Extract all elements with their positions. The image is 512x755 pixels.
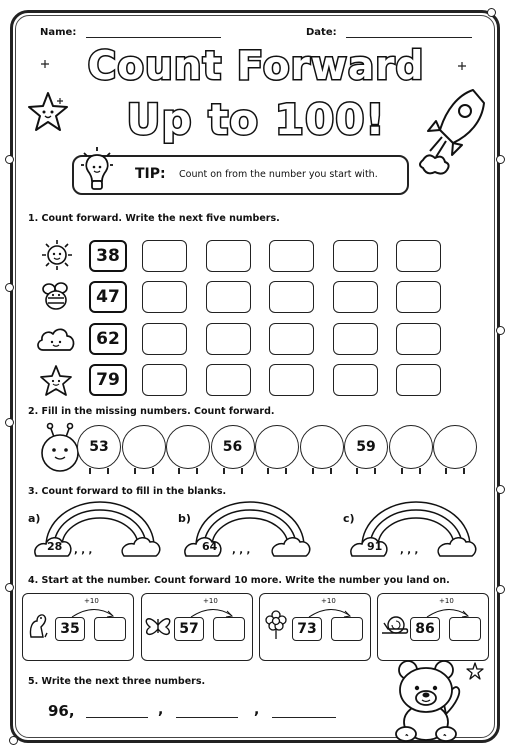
caterpillar-segment-number: 59 — [344, 425, 388, 469]
small-star-icon — [466, 662, 484, 680]
q4-instruction: 4. Start at the number. Count forward 10 more. Write the number you land on. — [28, 575, 450, 586]
snail-icon — [380, 607, 408, 641]
border-bead — [496, 585, 505, 594]
flower-icon — [262, 607, 290, 641]
border-bead — [5, 583, 14, 592]
q5-blank[interactable] — [272, 716, 336, 718]
q1-answer-box[interactable] — [269, 240, 314, 272]
q4-answer-box[interactable] — [94, 617, 126, 641]
q5-comma: , — [158, 702, 164, 718]
q1-answer-box[interactable] — [142, 281, 187, 313]
q3-instruction: 3. Count forward to fill in the blanks. — [28, 486, 227, 497]
caterpillar-leg — [107, 468, 109, 474]
q1-start-number: 47 — [89, 281, 127, 313]
q1-answer-box[interactable] — [396, 240, 441, 272]
tip-label: TIP: — [135, 166, 166, 182]
caterpillar-leg — [89, 468, 91, 474]
caterpillar-segment-blank[interactable] — [166, 425, 210, 469]
caterpillar-leg — [356, 468, 358, 474]
caterpillar-segment-blank[interactable] — [122, 425, 166, 469]
q5-blank[interactable] — [86, 716, 148, 718]
q3-blanks-c: , , , — [400, 545, 419, 556]
caterpillar-segment-number: 56 — [211, 425, 255, 469]
caterpillar-leg — [267, 468, 269, 474]
caterpillar-segment-blank[interactable] — [433, 425, 477, 469]
caterpillar-segment-blank[interactable] — [389, 425, 433, 469]
rainbow-icon — [350, 498, 480, 568]
q4-start-number: 86 — [410, 617, 440, 641]
q1-answer-box[interactable] — [396, 364, 441, 396]
q4-jump-arrow — [305, 603, 355, 619]
caterpillar-leg — [419, 468, 421, 474]
caterpillar-leg — [134, 468, 136, 474]
q1-answer-box[interactable] — [142, 240, 187, 272]
q3-blanks-a: , , , — [74, 545, 93, 556]
q1-answer-box[interactable] — [333, 240, 378, 272]
q1-answer-box[interactable] — [333, 323, 378, 355]
q1-answer-box[interactable] — [269, 323, 314, 355]
cloud-icon — [35, 324, 77, 356]
q2-instruction: 2. Fill in the missing numbers. Count forward. — [28, 406, 275, 417]
q3-start-c: 91 — [367, 540, 383, 553]
date-label: Date: — [306, 27, 337, 38]
dinosaur-icon — [25, 607, 53, 641]
caterpillar-segment-number: 53 — [77, 425, 121, 469]
q4-jump-arrow — [187, 603, 237, 619]
caterpillar-leg — [178, 468, 180, 474]
q4-step-label: +10 — [84, 597, 99, 605]
q4-answer-box[interactable] — [449, 617, 481, 641]
rainbow-icon — [34, 498, 164, 568]
caterpillar-leg — [463, 468, 465, 474]
title-line-1: Count Forward — [87, 44, 425, 89]
q4-step-label: +10 — [439, 597, 454, 605]
q1-answer-box[interactable] — [142, 323, 187, 355]
q5-comma: , — [254, 702, 260, 718]
border-bead — [5, 283, 14, 292]
star-icon — [38, 364, 74, 398]
caterpillar-leg — [401, 468, 403, 474]
smiling-star-icon — [26, 90, 70, 134]
border-bead — [5, 418, 14, 427]
q1-answer-box[interactable] — [206, 240, 251, 272]
teddy-bear-icon — [386, 658, 476, 742]
q1-answer-box[interactable] — [206, 364, 251, 396]
q4-jump-arrow — [423, 603, 473, 619]
q4-answer-box[interactable] — [331, 617, 363, 641]
q5-instruction: 5. Write the next three numbers. — [28, 676, 206, 687]
q4-start-number: 57 — [174, 617, 204, 641]
border-bead — [5, 155, 14, 164]
caterpillar-leg — [285, 468, 287, 474]
q1-start-number: 62 — [89, 323, 127, 355]
caterpillar-segment-blank[interactable] — [255, 425, 299, 469]
border-bead — [9, 736, 18, 745]
sun-icon — [40, 238, 74, 272]
q1-start-number: 79 — [89, 364, 127, 396]
q1-answer-box[interactable] — [206, 281, 251, 313]
border-bead — [496, 326, 505, 335]
q3-label-a: a) — [28, 512, 41, 525]
caterpillar-leg — [374, 468, 376, 474]
q1-answer-box[interactable] — [206, 323, 251, 355]
q4-step-label: +10 — [321, 597, 336, 605]
butterfly-icon — [144, 607, 172, 641]
rocket-icon — [418, 85, 488, 185]
q1-answer-box[interactable] — [269, 281, 314, 313]
q4-start-number: 35 — [55, 617, 85, 641]
q1-answer-box[interactable] — [333, 364, 378, 396]
border-bead — [496, 485, 505, 494]
q4-jump-arrow — [68, 603, 118, 619]
q5-blank[interactable] — [176, 716, 238, 718]
q3-label-c: c) — [343, 512, 355, 525]
caterpillar-leg — [152, 468, 154, 474]
bee-icon — [39, 279, 73, 313]
border-bead — [496, 155, 505, 164]
q3-start-a: 28 — [47, 540, 63, 553]
q4-step-label: +10 — [203, 597, 218, 605]
q1-answer-box[interactable] — [269, 364, 314, 396]
q3-label-b: b) — [178, 512, 191, 525]
q1-answer-box[interactable] — [396, 323, 441, 355]
q5-start-number: 96, — [48, 702, 75, 720]
q1-answer-box[interactable] — [142, 364, 187, 396]
q1-answer-box[interactable] — [396, 281, 441, 313]
q1-instruction: 1. Count forward. Write the next five numbers. — [28, 213, 280, 224]
rainbow-icon — [184, 498, 314, 568]
caterpillar-leg — [196, 468, 198, 474]
q4-start-number: 73 — [292, 617, 322, 641]
caterpillar-leg — [445, 468, 447, 474]
q4-answer-box[interactable] — [213, 617, 245, 641]
tip-text: Count on from the number you start with. — [179, 169, 378, 180]
caterpillar-leg — [223, 468, 225, 474]
caterpillar-leg — [330, 468, 332, 474]
q3-blanks-b: , , , — [232, 545, 251, 556]
title-line-2: Up to 100! — [126, 95, 386, 144]
lightbulb-icon — [80, 145, 114, 197]
q1-start-number: 38 — [89, 240, 127, 272]
q3-start-b: 64 — [202, 540, 218, 553]
caterpillar-leg — [241, 468, 243, 474]
q1-answer-box[interactable] — [333, 281, 378, 313]
name-label: Name: — [40, 27, 77, 38]
caterpillar-leg — [312, 468, 314, 474]
caterpillar-segment-blank[interactable] — [300, 425, 344, 469]
